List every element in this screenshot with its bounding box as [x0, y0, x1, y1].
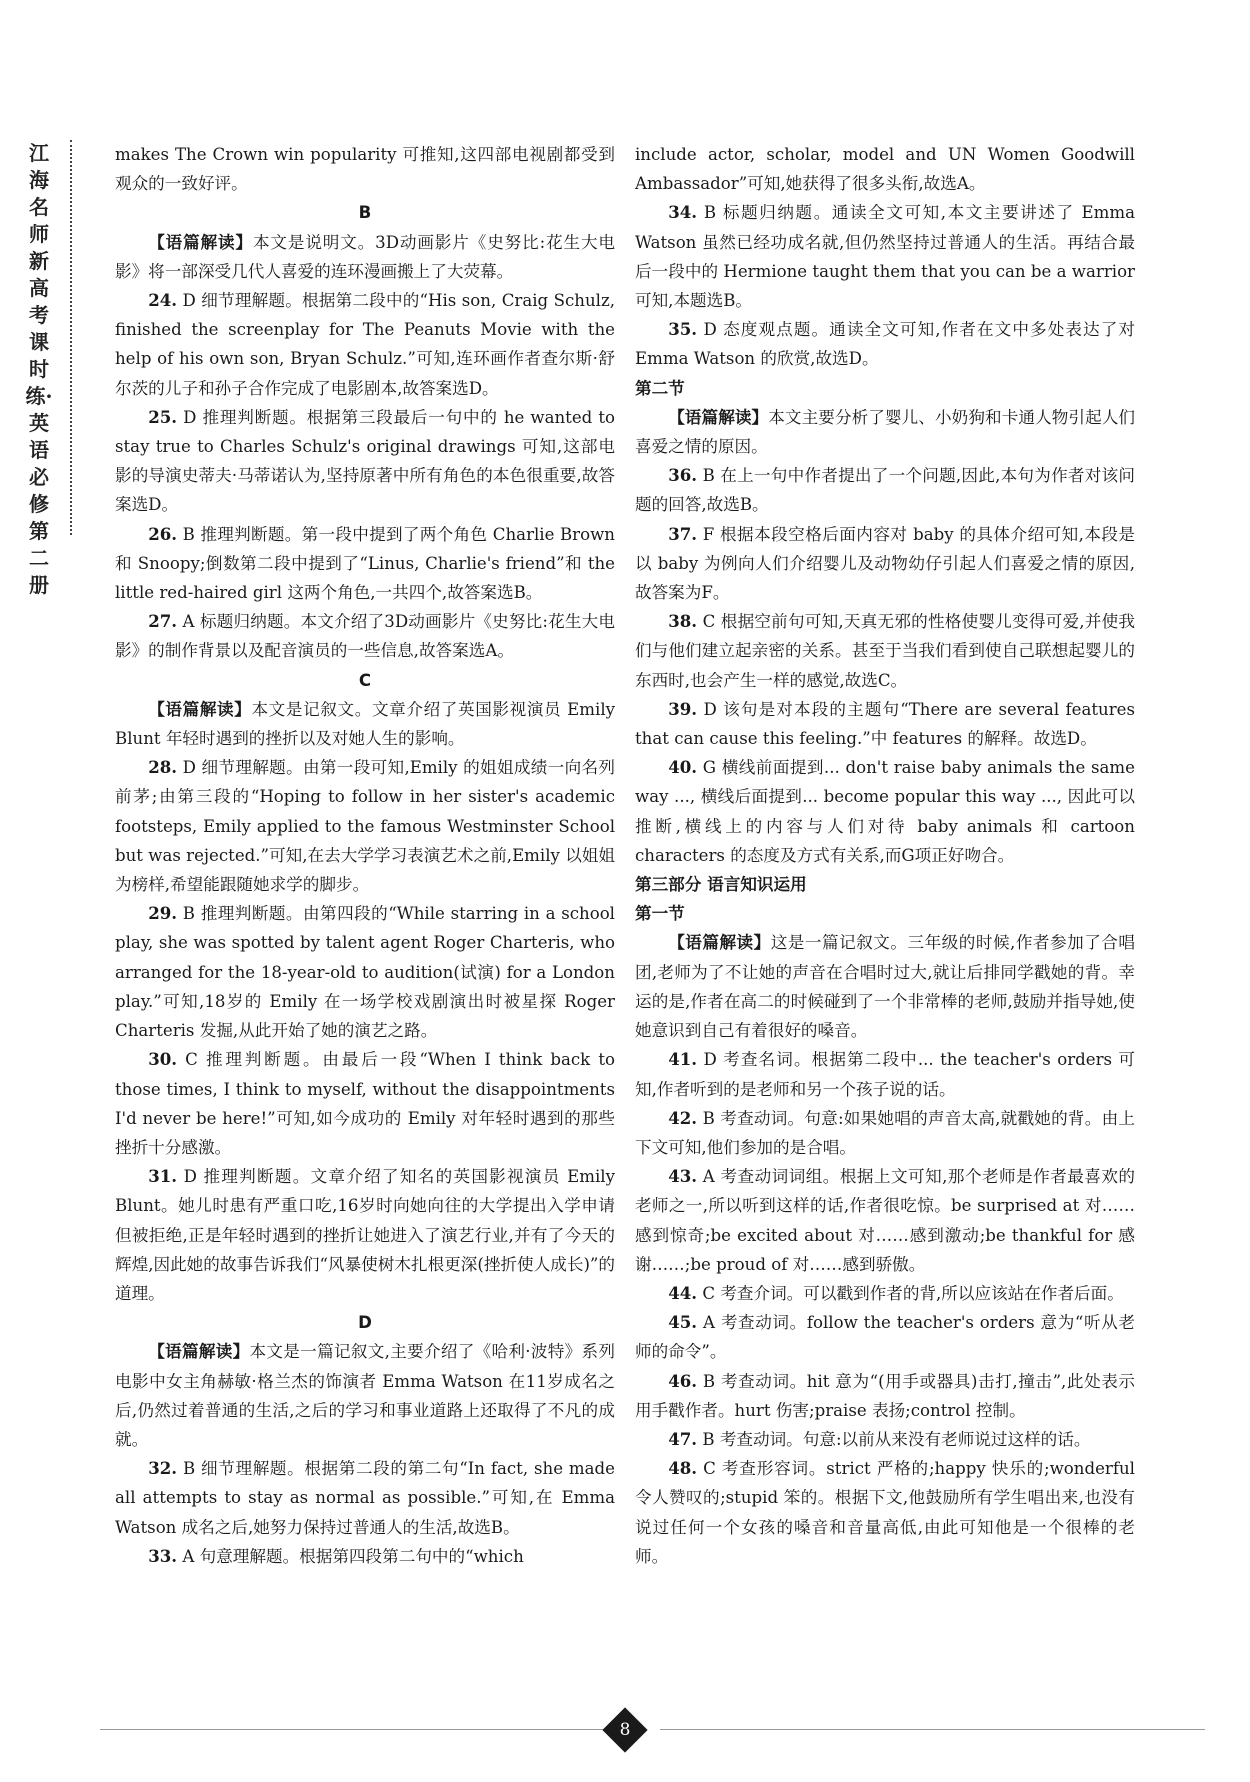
question-number: 31. [148, 1166, 178, 1187]
summary-text: 本文是说明文。3D动画影片《史努比:花生大电影》将一部深受几代人喜爱的连环漫画搬上了大荧幕。 [115, 232, 616, 281]
answer-item [115, 1045, 615, 1162]
answer-item [635, 1308, 1135, 1366]
answer-item [635, 1454, 1135, 1571]
answer-text: D 细节理解题。由第一段可知,Emily 的姐姐成绩一向名列前茅;由第三段的“Hoping to follow in her sister's academic footsteps, Emily applied to the famous Westminster School but was rejected.”可知,在去大学学习表演艺术之前,Emily 以姐姐为榜样,希望能跟随她求学的脚步。 [115, 758, 615, 895]
question-number: 34. [668, 202, 698, 223]
answer-item [115, 286, 615, 403]
answer-text: B 标题归纳题。通读全文可知,本文主要讲述了 Emma Watson 虽然已经功成名就,但仍然坚持过普通人的生活。再结合最后一段中的 Hermione taught them that you can be a warrior 可知,本题选B。 [635, 203, 1135, 311]
summary-tag: 【语篇解读】 [668, 406, 769, 427]
question-number: 35. [668, 319, 698, 340]
answer-text: B 考查动词。句意:以前从来没有老师说过这样的话。 [702, 1429, 1091, 1449]
question-number: 43. [668, 1166, 698, 1187]
question-number: 26. [148, 523, 178, 544]
answer-text: C 考查形容词。strict 严格的;happy 快乐的;wonderful 令人赞叹的;stupid 笨的。根据下文,他鼓励所有学生唱出来,也没有说过任何一个女孩的嗓音和音量高低,由此可知他是一个很棒的老师。 [635, 1459, 1135, 1566]
passage-summary [635, 403, 1135, 461]
summary-tag: 【语篇解读】 [148, 231, 253, 252]
answer-item [115, 1162, 615, 1308]
answer-text: B 在上一句中作者提出了一个问题,因此,本句为作者对该问题的回答,故选B。 [635, 466, 1135, 515]
question-number: 47. [668, 1428, 698, 1449]
answer-item [635, 461, 1135, 519]
answer-item [115, 899, 615, 1045]
summary-text: 本文主要分析了婴儿、小奶狗和卡通人物引起人们喜爱之情的原因。 [635, 407, 1136, 457]
left-column [115, 140, 615, 1571]
answer-item [635, 1425, 1135, 1454]
passage-summary [115, 1337, 615, 1454]
answer-text: C 根据空前句可知,天真无邪的性格使婴儿变得可爱,并使我们与他们建立起亲密的关系。甚至于当我们看到使自己联想起婴儿的东西时,也会产生一样的感觉,故选C。 [635, 612, 1135, 690]
answer-text: B 考查动词。句意:如果她唱的声音太高,就戳她的背。由上下文可知,他们参加的是合唱。 [635, 1108, 1135, 1157]
answer-text: G 横线前面提到... don't raise baby animals the same way ..., 横线后面提到... become popular this way ..., 因此可以推断,横线上的内容与人们对待 baby animals 和 cartoon characters 的态度及方式有关系,而G项正好吻合。 [635, 758, 1135, 865]
section-heading-d: D [358, 1313, 372, 1333]
answer-item [635, 607, 1135, 695]
question-number: 40. [668, 757, 698, 778]
answer-text: D 考查名词。根据第二段中... the teacher's orders 可知,作者听到的是老师和另一个孩子说的话。 [635, 1050, 1135, 1099]
sidebar-book-title: 江海名师新高考课时练·英语必修第二册 [25, 141, 53, 597]
question-number: 33. [148, 1545, 178, 1566]
summary-text: 这是一篇记叙文。三年级的时候,作者参加了合唱团,老师为了不让她的声音在合唱时过大,就让后排同学戳她的背。幸运的是,作者在高二的时候碰到了一个非常棒的老师,鼓励并指导她,使她意识到自己有着很好的嗓音。 [635, 933, 1135, 1041]
question-number: 24. [148, 290, 178, 311]
answer-item [635, 1104, 1135, 1162]
answer-text: B 考查动词。hit 意为“(用手或器具)击打,撞击”,此处表示用手戳作者。hurt 伤害;praise 表扬;control 控制。 [635, 1371, 1135, 1420]
question-number: 36. [668, 465, 698, 486]
question-number: 27. [148, 611, 178, 632]
answer-text: C 推理判断题。由最后一段“When I think back to those times, I think to myself, without the disappointments I'd never be here!”可知,如今成功的 Emily 对年轻时遇到的那些挫折十分感激。 [115, 1050, 615, 1157]
passage-summary [115, 695, 615, 753]
section-subheading: 第二节 [635, 377, 685, 398]
question-number: 37. [668, 523, 698, 544]
answer-text: D 态度观点题。通读全文可知,作者在文中多处表达了对 Emma Watson 的欣赏,故选D。 [635, 320, 1136, 369]
question-number: 30. [148, 1049, 178, 1070]
answer-text: B 推理判断题。第一段中提到了两个角色 Charlie Brown 和 Snoopy;倒数第二段中提到了“Linus, Charlie's friend”和 the little red-haired girl 这两个角色,一共四个,故答案选B。 [115, 524, 615, 603]
answer-item [635, 198, 1135, 315]
sidebar-dotted-rule [70, 140, 72, 535]
answer-text: C 考查介词。可以戳到作者的背,所以应该站在作者后面。 [702, 1283, 1124, 1303]
question-number: 38. [668, 611, 698, 632]
answer-item [115, 1542, 615, 1571]
answer-item [115, 753, 615, 899]
answer-item [635, 315, 1135, 373]
passage-summary [115, 228, 615, 286]
question-number: 32. [148, 1458, 178, 1479]
paragraph: include actor, scholar, model and UN Women Goodwill Ambassador”可知,她获得了很多头衔,故选A。 [635, 145, 1135, 194]
question-number: 29. [148, 903, 178, 924]
answer-text: A 句意理解题。根据第四段第二句中的“which [182, 1546, 524, 1566]
section-subheading: 第一节 [635, 903, 685, 924]
question-number: 41. [668, 1049, 698, 1070]
answer-item [115, 520, 615, 608]
answer-item [115, 403, 615, 520]
page-number-badge [602, 1707, 647, 1752]
answer-item [635, 1367, 1135, 1425]
paragraph: makes The Crown win popularity 可推知,这四部电视剧都受到观众的一致好评。 [115, 145, 615, 194]
answer-item [635, 1162, 1135, 1279]
answer-text: D 推理判断题。文章介绍了知名的英国影视演员 Emily Blunt。她儿时患有严重口吃,16岁时向她向往的大学提出入学申请但被拒绝,正是年轻时遇到的挫折让她进入了演艺行业,并有了今天的辉煌,因此她的故事告诉我们“风暴使树木扎根更深(挫折使人成长)”的道理。 [115, 1167, 615, 1303]
footer-rule-left [100, 1729, 640, 1730]
question-number: 45. [668, 1312, 698, 1333]
question-number: 46. [668, 1370, 698, 1391]
answer-text: A 考查动词。follow the teacher's orders 意为“听从老师的命令”。 [635, 1313, 1135, 1362]
question-number: 39. [668, 698, 698, 719]
summary-tag: 【语篇解读】 [148, 698, 252, 719]
page-number: 8 [619, 1720, 631, 1740]
answer-text: A 考查动词词组。根据上文可知,那个老师是作者最喜欢的老师之一,所以听到这样的话,作者很吃惊。be surprised at 对……感到惊奇;be excited about 对……感到激动;be thankful for 感谢……;be proud of 对……感到骄傲。 [635, 1167, 1135, 1274]
question-number: 28. [148, 757, 178, 778]
summary-text: 本文是一篇记叙文,主要介绍了《哈利·波特》系列电影中女主角赫敏·格兰杰的饰演者 Emma Watson 在11岁成名之后,仍然过着普通的生活,之后的学习和事业道路上还取得了不凡的成就。 [115, 1342, 615, 1449]
answer-text: D 细节理解题。根据第二段中的“His son, Craig Schulz, finished the screenplay for The Peanuts Movie with the help of his own son, Bryan Schulz.”可知,连环画作者查尔斯·舒尔茨的儿子和孙子合作完成了电影剧本,故答案选D。 [115, 291, 615, 398]
answer-item [635, 753, 1135, 870]
summary-text: 本文是记叙文。文章介绍了英国影视演员 Emily Blunt 年轻时遇到的挫折以及对她人生的影响。 [115, 699, 615, 749]
answer-text: B 推理判断题。由第四段的“While starring in a school play, she was spotted by talent agent Roger Charteris, who arranged for the 18-year-old to audition(试演) for a London play.”可知,18岁的 Emily 在一场学校戏剧演出时被星探 Roger Charteris 发掘,从此开始了她的演艺之路。 [115, 904, 615, 1041]
question-number: 48. [668, 1458, 698, 1479]
footer-rule-right [660, 1729, 1205, 1730]
question-number: 25. [148, 406, 178, 427]
answer-text: D 该句是对本段的主题句“There are several features that can cause this feeling.”中 features 的解释。故选D。 [635, 699, 1135, 749]
section-heading-b: B [358, 203, 372, 223]
right-column [635, 140, 1135, 1571]
answer-text: A 标题归纳题。本文介绍了3D动画影片《史努比:花生大电影》的制作背景以及配音演员的一些信息,故答案选A。 [115, 612, 615, 661]
answer-item [635, 695, 1135, 753]
question-number: 42. [668, 1107, 698, 1128]
answer-text: B 细节理解题。根据第二段的第二句“In fact, she made all attempts to stay as normal as possible.”可知,在 Emma Watson 成名之后,她努力保持过普通人的生活,故选B。 [115, 1459, 615, 1537]
part-heading: 第三部分 语言知识运用 [635, 874, 807, 895]
answer-text: D 推理判断题。根据第三段最后一句中的 he wanted to stay true to Charles Schulz's original drawings 可知,这部电影的导演史蒂夫·马蒂诺认为,坚持原著中所有角色的本色很重要,故答案选D。 [115, 407, 615, 515]
answer-item [115, 607, 615, 665]
answer-item [635, 1279, 1135, 1308]
summary-tag: 【语篇解读】 [148, 1341, 250, 1362]
question-number: 44. [668, 1282, 698, 1303]
answer-text: F 根据本段空格后面内容对 baby 的具体介绍可知,本段是以 baby 为例向人们介绍婴儿及动物幼仔引起人们喜爱之情的原因,故答案为F。 [635, 524, 1135, 603]
passage-summary [635, 928, 1135, 1045]
summary-tag: 【语篇解读】 [668, 932, 771, 953]
section-heading-c: C [358, 670, 372, 690]
answer-item [635, 1045, 1135, 1103]
answer-item [635, 520, 1135, 608]
answer-item [115, 1454, 615, 1542]
